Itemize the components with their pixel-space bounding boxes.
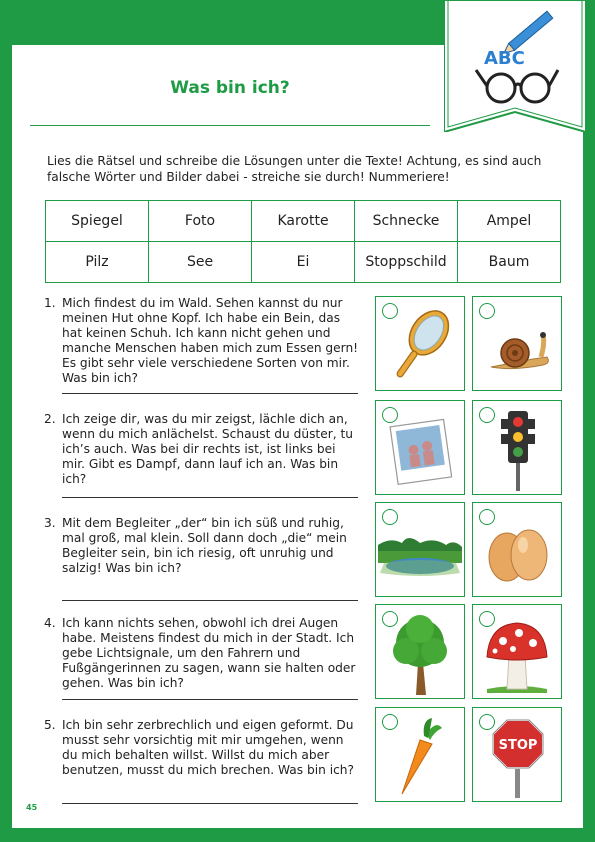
picture-box-lake: [375, 502, 465, 597]
select-circle[interactable]: [479, 407, 495, 423]
riddle-text: Mich findest du im Wald. Sehen kannst du nur meinen Hut ohne Kopf. Ich habe ein Bein, das hat keinen Schuh. Ich kann nicht gehen und manche Menschen haben mich zum Essen gern! Es gibt sehr viele verschiedene Sorten von mir. Was bin ich?: [62, 296, 359, 385]
word-cell: Schnecke: [355, 201, 458, 242]
select-circle[interactable]: [382, 714, 398, 730]
picture-box-carrot: [375, 707, 465, 802]
word-cell: Pilz: [46, 242, 149, 283]
word-row: [46, 201, 561, 242]
page-number: 45: [26, 803, 38, 812]
page-title: Was bin ich?: [170, 78, 290, 98]
picture-box-mirror: [375, 296, 465, 391]
picture-box-traffic-light: [472, 400, 562, 495]
picture-box-photo: [375, 400, 465, 495]
word-cell: Karotte: [252, 201, 355, 242]
select-circle[interactable]: [382, 407, 398, 423]
select-circle[interactable]: [382, 611, 398, 627]
select-circle[interactable]: [479, 509, 495, 525]
riddle-text: Mit dem Begleiter „der“ bin ich süß und ruhig, mal groß, mal klein. Soll dann doch „die“ mein Begleiter sein, bin ich riesig, oft unruhig und salzig! Was bin ich?: [62, 516, 347, 575]
picture-box-eggs: [472, 502, 562, 597]
select-circle[interactable]: [479, 714, 495, 730]
riddle-text: Ich kann nichts sehen, obwohl ich drei Augen habe. Meistens findest du mich in der Stadt. Ich gebe Lichtsignale, um den Fahrern und Fußgängerinnen zu sagen, wann sie halten oder gehen. Was bin ich?: [62, 616, 356, 690]
answer-line-4[interactable]: [62, 699, 358, 700]
riddle-text: Ich zeige dir, was du mir zeigst, lächle dich an, wenn du mich anlächelst. Schaust du düster, tu ich’s auch. Was bei dir rechts ist, ist links bei mir. Gibt es Dampf, dann lauf ich an. Was bin ich?: [62, 412, 353, 486]
word-row: [46, 242, 561, 283]
answer-line-3[interactable]: [62, 600, 358, 601]
answer-line-2[interactable]: [62, 497, 358, 498]
picture-box-snail: [472, 296, 562, 391]
abc-glasses-banner: [444, 0, 586, 132]
picture-box-stop-sign: [472, 707, 562, 802]
word-cell: Spiegel: [46, 201, 149, 242]
select-circle[interactable]: [382, 303, 398, 319]
instructions: Lies die Rätsel und schreibe die Lösungen unter die Texte! Achtung, es sind auch falsche Wörter und Bilder dabei - streiche sie durch! Nummeriere!: [47, 154, 542, 184]
bottom-border: [0, 828, 595, 842]
riddle-number: 4.: [44, 616, 56, 630]
answer-line-1[interactable]: [62, 393, 358, 394]
title-underline: [30, 125, 430, 126]
word-cell: Foto: [149, 201, 252, 242]
select-circle[interactable]: [382, 509, 398, 525]
select-circle[interactable]: [479, 611, 495, 627]
word-cell: See: [149, 242, 252, 283]
answer-line-5[interactable]: [62, 803, 358, 804]
riddle-number: 2.: [44, 412, 56, 426]
word-table: [45, 200, 561, 283]
picture-box-tree: [375, 604, 465, 699]
word-cell: Ei: [252, 242, 355, 283]
abc-logo-text: ABC: [484, 48, 525, 69]
riddle-number: 1.: [44, 296, 56, 310]
left-border: [0, 0, 12, 842]
riddle-number: 3.: [44, 516, 56, 530]
riddle-text: Ich bin sehr zerbrechlich und eigen geformt. Du musst sehr vorsichtig mit mir umgehen, wenn du mich behalten willst. Willst du mich aber benutzen, musst du mich brechen. Was bin ich?: [62, 718, 355, 777]
word-cell: Baum: [458, 242, 561, 283]
picture-box-mushroom: [472, 604, 562, 699]
word-cell: Stoppschild: [355, 242, 458, 283]
word-cell: Ampel: [458, 201, 561, 242]
select-circle[interactable]: [479, 303, 495, 319]
riddle-number: 5.: [44, 718, 56, 732]
stop-sign-text: STOP: [498, 738, 538, 753]
